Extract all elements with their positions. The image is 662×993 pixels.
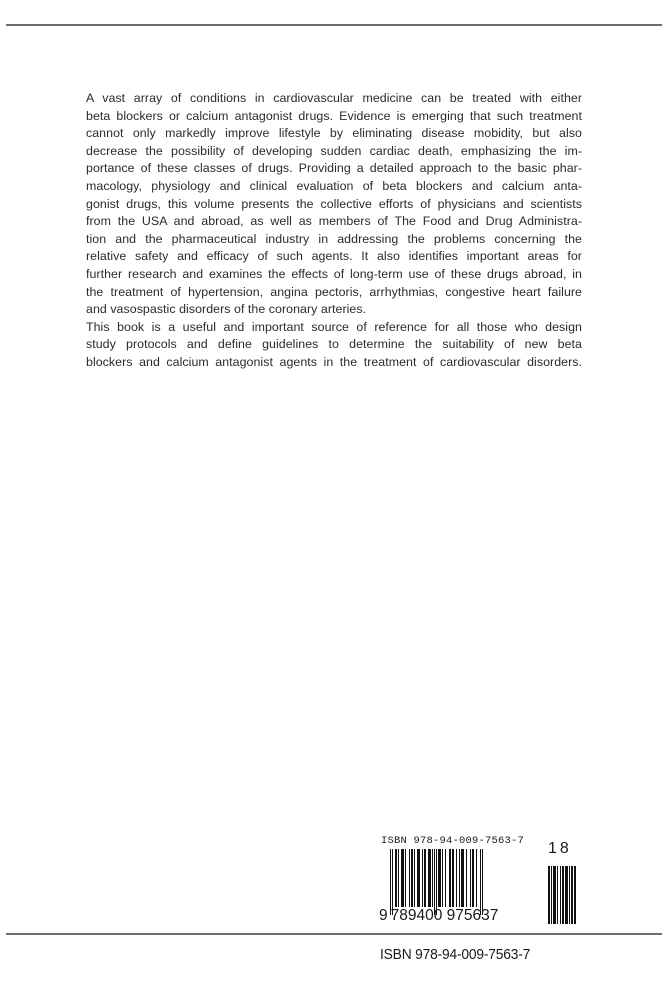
barcode-addon-digits: 18 [548,840,572,857]
addon-bars [548,866,578,924]
ean-rest-digits: 789400 975637 [390,907,499,924]
blurb-line: decrease the possibility of developing sudden cardiac death, emphasizing the im- [86,143,582,158]
blurb-line: cannot only markedly improve lifestyle by eliminating disease mobidity, but also [86,126,582,141]
back-cover-blurb [86,90,582,372]
blurb-line: blockers and calcium antagonist agents in the treatment of cardiovascular disorders. [86,354,582,369]
blurb-line: This book is a useful and important source of reference for all those who design [86,319,582,334]
ean-first-digit: 9 [379,907,388,924]
blurb-line: the treatment of hypertension, angina pectoris, arrhythmias, congestive heart failure [86,284,582,299]
blurb-line: further research and examines the effects of long-term use of these drugs abroad, in [86,266,582,281]
blurb-line: relative safety and efficacy of such agents. It also identifies important areas for [86,249,582,264]
footer-isbn: ISBN 978-94-009-7563-7 [380,946,531,963]
blurb-line: macology, physiology and clinical evaluation of beta blockers and calcium anta- [86,178,582,193]
blurb-line: portance of these classes of drugs. Providing a detailed approach to the basic phar- [86,161,582,176]
blurb-line: gonist drugs, this volume presents the collective efforts of physicians and scientists [86,196,582,211]
blurb-line: A vast array of conditions in cardiovascular medicine can be treated with either [86,91,582,105]
barcode-ean-digits [379,907,498,925]
blurb-line: beta blockers or calcium antagonist drugs. Evidence is emerging that such treatment [86,108,582,123]
blurb-line: study protocols and define guidelines to determine the suitability of new beta [86,337,582,352]
isbn-barcode [378,835,598,933]
barcode-isbn-label: ISBN 978-94-009-7563-7 [381,835,525,847]
top-rule [6,24,662,26]
blurb-line: from the USA and abroad, as well as members of The Food and Drug Administra- [86,214,582,229]
bottom-rule [6,933,662,935]
blurb-line: tion and the pharmaceutical industry in addressing the problems concerning the [86,231,582,246]
ean13-bars [390,849,530,907]
blurb-line: and vasospastic disorders of the coronary arteries. [86,302,367,317]
